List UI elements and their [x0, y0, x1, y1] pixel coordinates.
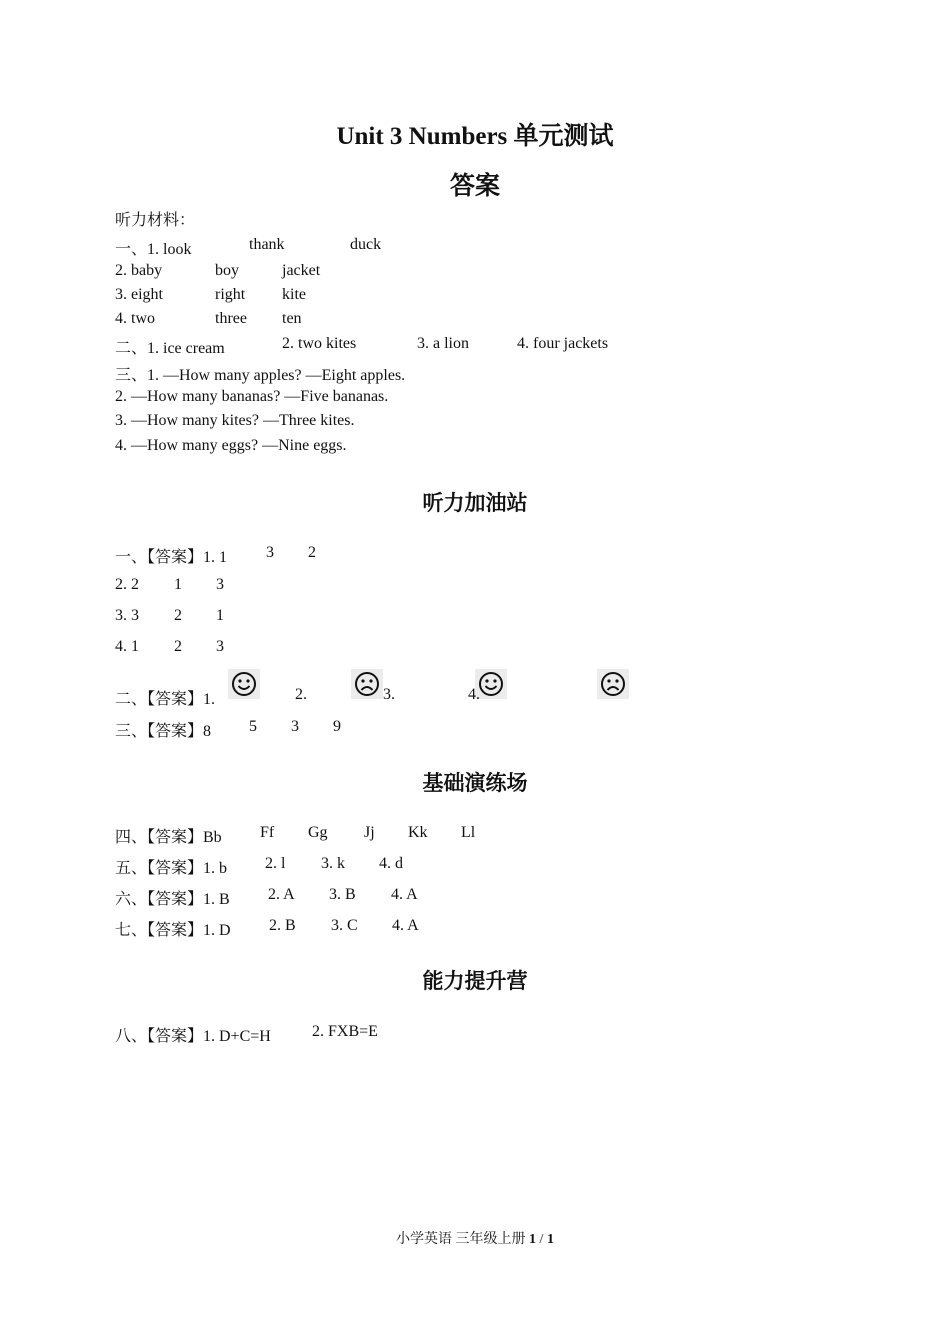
answer-value: 2. l: [265, 855, 286, 872]
answer-value: 2. A: [268, 886, 295, 903]
answer-value: 5: [249, 718, 257, 735]
listening-word: 一、1. look: [115, 241, 192, 258]
listening-word: thank: [249, 236, 285, 253]
answer-value: Gg: [308, 824, 328, 841]
listening-item: 二、1. ice cream: [115, 340, 225, 357]
answer-value: 3. k: [321, 855, 345, 872]
answer-number: 2.: [295, 686, 307, 703]
listening-word: 3. eight: [115, 286, 163, 303]
section-heading-listening: 听力加油站: [422, 491, 528, 515]
listening-word: three: [215, 310, 247, 327]
footer-separator: /: [539, 1232, 544, 1247]
answer-value: Ll: [461, 824, 476, 841]
answer-value: 2: [308, 544, 316, 561]
answer-value: 3: [291, 718, 299, 735]
listening-item: 3. a lion: [417, 335, 469, 352]
listening-q3-line: 3. —How many kites? —Three kites.: [115, 412, 355, 429]
answer-2-row: [115, 686, 480, 717]
listening-word: jacket: [282, 262, 321, 279]
listening-item: 2. two kites: [282, 335, 357, 352]
answer-value: 八、【答案】1. D+C=H: [115, 1028, 271, 1045]
answer-value: 3. 3: [115, 607, 139, 624]
answer-value: 2: [174, 638, 182, 655]
answer-value: 七、【答案】1. D: [115, 922, 231, 939]
answer-value: 3. C: [331, 917, 358, 934]
listening-q3-line: 2. —How many bananas? —Five bananas.: [115, 388, 389, 405]
footer-page-number: 1: [529, 1232, 537, 1247]
answer-value: 五、【答案】1. b: [115, 860, 228, 877]
answer-value: 2. B: [269, 917, 296, 934]
section-heading-ability: 能力提升营: [422, 969, 528, 993]
answer-value: 六、【答案】1. B: [115, 891, 230, 908]
listening-word: right: [215, 286, 246, 303]
listening-word: 2. baby: [115, 262, 163, 279]
listening-word: kite: [282, 286, 306, 303]
answer-value: 2. 2: [115, 576, 139, 593]
sad-face-icon: [597, 669, 629, 699]
listening-word: boy: [215, 262, 239, 279]
answer-value: Ff: [260, 824, 275, 841]
sad-face-icon: [351, 669, 383, 699]
answer-value: 4. 1: [115, 638, 139, 655]
answer-value: 3: [216, 576, 224, 593]
listening-word: 4. two: [115, 310, 155, 327]
answer-value: 1: [174, 576, 182, 593]
answer-value: 一、【答案】1. 1: [115, 549, 228, 566]
listening-word: ten: [282, 310, 302, 327]
answer-value: 3: [216, 638, 224, 655]
answer-value: Jj: [364, 824, 375, 841]
document-subtitle: 答案: [449, 173, 500, 200]
answer-value: 3. B: [329, 886, 356, 903]
answer-value: 3: [266, 544, 274, 561]
answer-value: 三、【答案】8: [115, 723, 212, 740]
listening-word: duck: [350, 236, 382, 253]
page-footer: [0, 1228, 950, 1248]
listening-q3-line: 4. —How many eggs? —Nine eggs.: [115, 437, 347, 454]
answer-value: 4. A: [391, 886, 418, 903]
answer-value: 4. d: [379, 855, 403, 872]
answer-label: 二、【答案】1.: [115, 691, 216, 708]
footer-text: 小学英语 三年级上册: [396, 1232, 526, 1247]
answer-number: 3.: [383, 686, 395, 703]
section-heading-basic: 基础演练场: [422, 771, 528, 795]
listening-item: 4. four jackets: [517, 335, 609, 352]
listening-q3-line: 三、1. —How many apples? —Eight apples.: [115, 367, 406, 384]
answer-value: 四、【答案】Bb: [115, 829, 222, 846]
listening-label: 听力材料：: [115, 212, 196, 229]
answer-value: 2: [174, 607, 182, 624]
answer-value: 4. A: [392, 917, 419, 934]
answer-number: 4.: [468, 686, 480, 703]
answer-value: Kk: [408, 824, 428, 841]
answer-value: 2. FXB=E: [312, 1023, 378, 1040]
smile-face-icon: [228, 669, 260, 699]
footer-page-total: 1: [546, 1232, 554, 1247]
answer-value: 9: [333, 718, 341, 735]
document-title: Unit 3 Numbers 单元测试: [336, 123, 614, 150]
answer-value: 1: [216, 607, 224, 624]
